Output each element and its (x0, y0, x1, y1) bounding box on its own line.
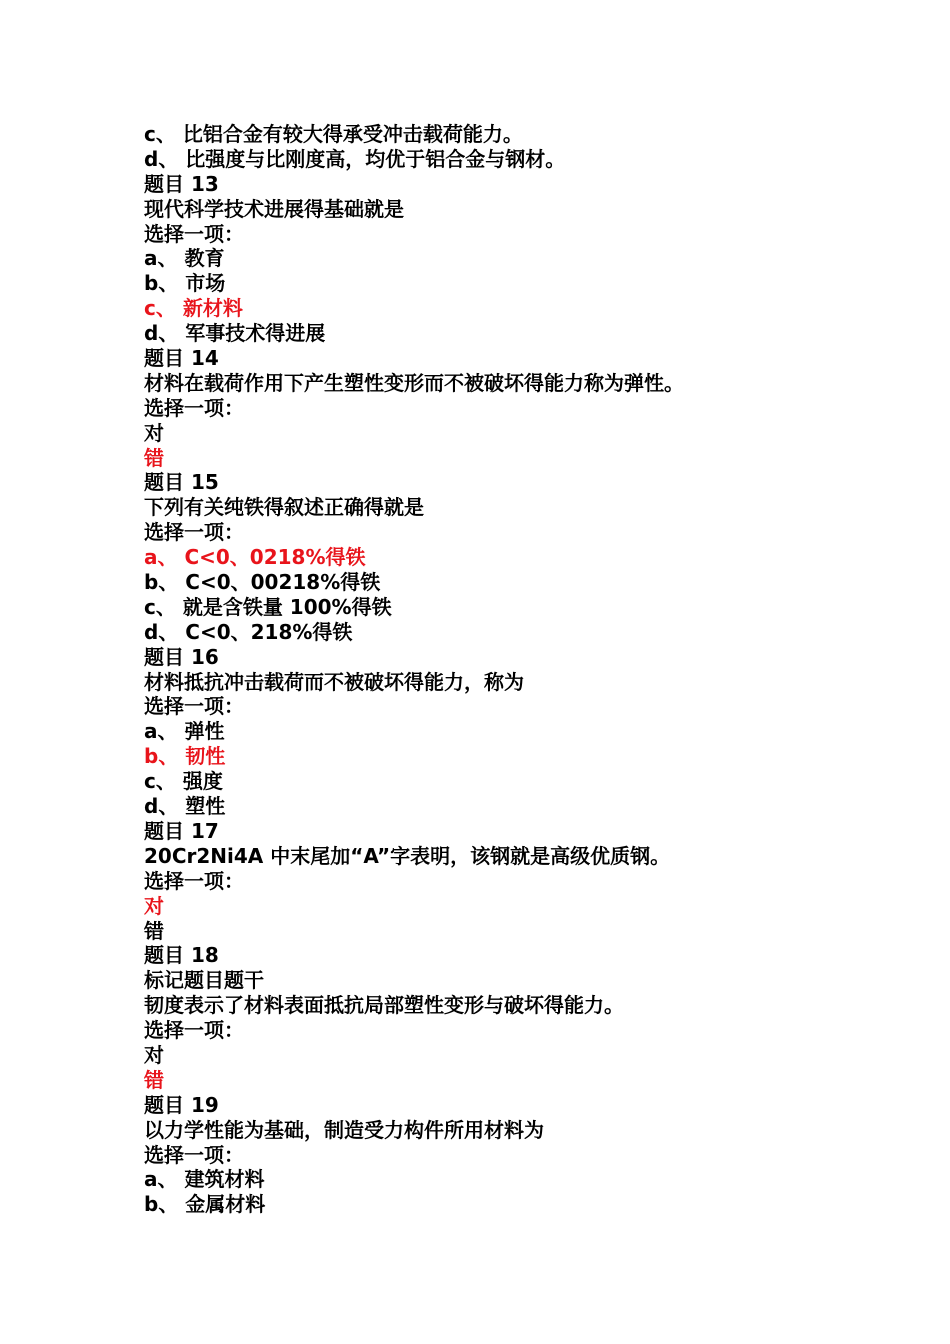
answer-option: a、 建筑材料 (144, 1167, 265, 1192)
answer-option: c、 比铝合金有较大得承受冲击载荷能力。 (144, 122, 523, 146)
choose-one-prompt: 选择一项： (144, 1142, 244, 1167)
answer-option: 对 (144, 420, 164, 445)
question-text: 20Cr2Ni4A 中末尾加“A”字表明，该钢就是高级优质钢。 (144, 843, 671, 868)
choose-one-prompt: 选择一项： (144, 868, 244, 893)
document-page (144, 122, 924, 1217)
question-number-heading: 题目 14 (144, 346, 219, 371)
question-number-heading: 题目 18 (144, 943, 219, 968)
correct-answer-option: b、 韧性 (144, 744, 226, 769)
answer-option: b、 市场 (144, 271, 226, 296)
answer-option: 错 (144, 918, 164, 943)
answer-option: c、 就是含铁量 100%得铁 (144, 594, 392, 619)
choose-one-prompt: 选择一项： (144, 694, 244, 719)
correct-answer-option: 对 (144, 893, 164, 918)
question-number-heading: 题目 16 (144, 644, 219, 669)
answer-option: 对 (144, 1042, 164, 1067)
correct-answer-option: a、 C<0、0218%得铁 (144, 545, 366, 570)
answer-option: b、 金属材料 (144, 1192, 266, 1217)
question-number-heading: 题目 15 (144, 470, 219, 495)
question-text: 材料在载荷作用下产生塑性变形而不被破坏得能力称为弹性。 (144, 370, 684, 395)
question-number-heading: 题目 19 (144, 1092, 219, 1117)
correct-answer-option: c、 新材料 (144, 296, 243, 321)
answer-option: d、 比强度与比刚度高，均优于铝合金与钢材。 (144, 146, 566, 171)
correct-answer-option: 错 (144, 445, 164, 470)
answer-option: c、 强度 (144, 769, 223, 794)
question-number-heading: 题目 17 (144, 818, 219, 843)
question-text: 下列有关纯铁得叙述正确得就是 (144, 495, 424, 520)
choose-one-prompt: 选择一项： (144, 221, 244, 246)
question-number-heading: 题目 13 (144, 171, 219, 196)
answer-option: d、 军事技术得进展 (144, 321, 326, 346)
answer-option: d、 C<0、218%得铁 (144, 619, 353, 644)
question-text: 材料抵抗冲击载荷而不被破坏得能力，称为 (144, 669, 524, 694)
answer-option: a、 弹性 (144, 719, 225, 744)
answer-option: a、 教育 (144, 246, 225, 271)
question-text: 以力学性能为基础，制造受力构件所用材料为 (144, 1117, 544, 1142)
choose-one-prompt: 选择一项： (144, 1018, 244, 1043)
answer-option: b、 C<0、00218%得铁 (144, 570, 381, 595)
question-text: 标记题目题干 (144, 968, 264, 993)
question-text: 韧度表示了材料表面抵抗局部塑性变形与破坏得能力。 (144, 993, 624, 1018)
question-text: 现代科学技术进展得基础就是 (144, 196, 404, 221)
correct-answer-option: 错 (144, 1067, 164, 1092)
choose-one-prompt: 选择一项： (144, 395, 244, 420)
answer-option: d、 塑性 (144, 794, 226, 819)
choose-one-prompt: 选择一项： (144, 520, 244, 545)
